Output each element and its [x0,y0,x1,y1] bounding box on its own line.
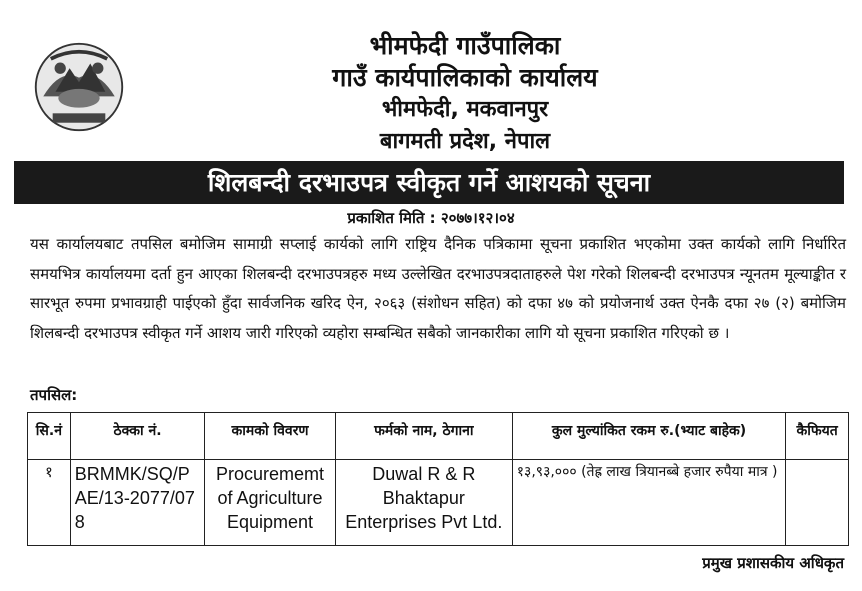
table-header-row [28,413,849,460]
nepal-emblem-icon [32,40,126,134]
office-location: भीमफेदी, मकवानपुर [381,97,549,122]
municipality-name: भीमफेदी गाउँपालिका [369,31,561,60]
header-sn: सि.नं [28,413,71,460]
notice-title: शिलबन्दी दरभाउपत्र स्वीकृत गर्ने आशयको सूचना [14,161,844,204]
header-amount: कुल मुल्यांकित रकम रु.(भ्याट बाहेक) [512,413,786,460]
cell-description: Procurememt of Agriculture Equipment [205,460,336,546]
details-label: तपसिल: [30,386,78,404]
signature-title: प्रमुख प्रशासकीय अधिकृत [702,554,844,572]
letterhead [0,0,862,160]
published-date: प्रकाशित मिति : २०७७।१२।०४ [347,209,515,227]
cell-sn: १ [28,460,71,546]
notice-body: यस कार्यालयबाट तपसिल बमोजिम सामाग्री सप्लाई कार्यको लागि राष्ट्रिय दैनिक पत्रिकामा सूचना प्रकाशित भएकोमा उक्त कार्यको लागि निर्धारित समयभित्र कार्यालयमा दर्ता हुन आएका शिलबन्दी दरभाउपत्रहरु मध्य उल्लेखित दरभाउपत्रदाताहरुले पेश गरेको शिलबन्दी दरभाउपत्र न्यूनतम मूल्याङ्कीत र सारभूत रुपमा प्रभावग्राही पाईएको हुँदा सार्वजनिक खरिद ऐन, २०६३ (संशोधन सहित) को दफा ४७ को प्रयोजनार्थ उक्त ऐनकै दफा २७ (२) बमोजिम शिलबन्दी दरभाउपत्र स्वीकृत गर्ने आशय जारी गरिएको व्यहोरा सम्बन्धित सबैको जानकारीका लागि यो सूचना प्रकाशित गरिएको छ । [30,235,846,342]
office-name-block [230,30,700,158]
header-firm: फर्मको नाम, ठेगाना [335,413,512,460]
cell-remarks [786,460,849,546]
header-remarks: कैफियत [786,413,849,460]
header-contract-no: ठेक्का नं. [70,413,204,460]
office-province: बागमती प्रदेश, नेपाल [379,129,551,154]
header-description: कामको विवरण [205,413,336,460]
table-row [28,460,849,546]
cell-amount: १३,९३,००० (तेह्र लाख त्रियानब्बे हजार रुपैया मात्र ) [512,460,786,546]
cell-contract-no: BRMMK/SQ/PAE/13-2077/078 [70,460,204,546]
details-table [27,412,849,546]
office-name: गाउँ कार्यपालिकाको कार्यालय [332,63,598,92]
cell-firm: Duwal R & R Bhaktapur Enterprises Pvt Ltd. [335,460,512,546]
